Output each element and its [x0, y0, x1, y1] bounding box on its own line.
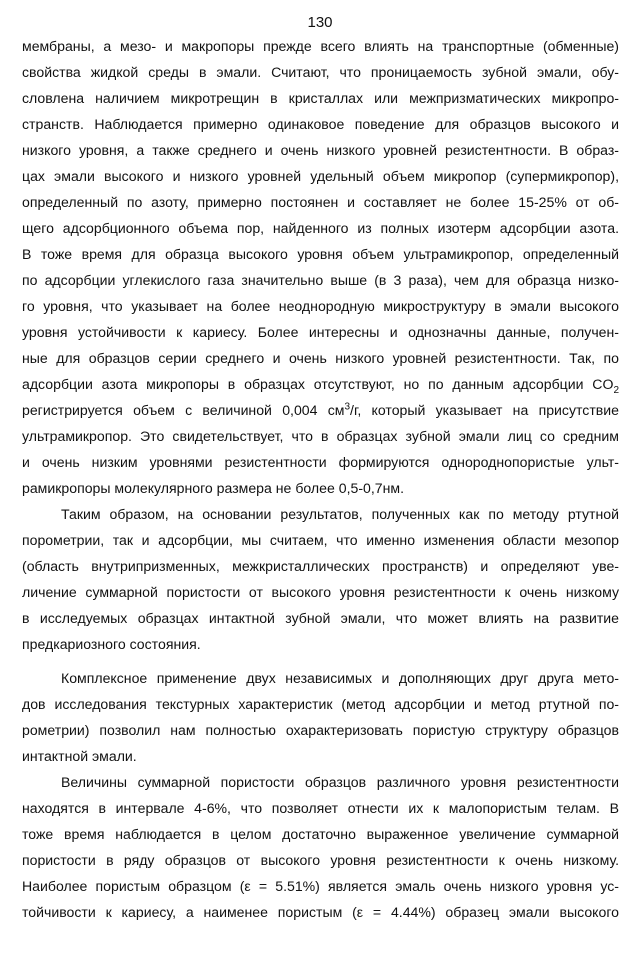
text-line: порометрии, так и адсорбции, мы считаем, что именно изменения области мезопор	[22, 532, 619, 548]
page-number: 130	[307, 14, 333, 31]
text-line: щего адсорбционного объема пор, найденного из полных изотерм адсорбции азота.	[22, 220, 619, 236]
text-line: мембраны, а мезо- и макропоры прежде всего влиять на транспортные (обменные)	[22, 38, 619, 54]
text-line: (область внутрипризменных, межкристаллических пространств) и определяют уве-	[22, 558, 619, 574]
text-line-volume	[22, 400, 619, 420]
text-line: рамикропоры молекулярного размера не более 0,5-0,7нм.	[22, 480, 404, 496]
subscript: 2	[613, 384, 619, 396]
text-line: Величины суммарной пористости образцов различного уровня резистентности	[61, 774, 619, 790]
text-line: дов исследования текстурных характеристик (метод адсорбции и метод ртутной по-	[22, 696, 619, 712]
text-line: личение суммарной пористости от высокого уровня резистентности к очень низкому	[22, 584, 619, 600]
text-line: свойства жидкой среды в эмали. Считают, что проницаемость зубной эмали, обу-	[22, 64, 619, 80]
text-line: тоже время наблюдается в целом достаточно выраженное увеличение суммарной	[22, 826, 619, 842]
text-segment: /г, который указывает на присутствие	[350, 402, 619, 418]
text-line: находятся в интервале 4-6%, что позволяет отнести их к малопористым телам. В	[22, 800, 619, 816]
text-line: интактной эмали.	[22, 748, 137, 764]
text-line: тойчивости к кариесу, а наименее пористым (ε = 4.44%) образец эмали высокого	[22, 904, 619, 920]
text-line-co2	[22, 374, 619, 394]
text-line: цах эмали высокого и низкого уровней удельный объем микропор (супермикропор),	[22, 168, 619, 184]
text-line: ультрамикропор. Это свидетельствует, что в образцах зубной эмали лиц со средним	[22, 428, 619, 444]
text-line: странств. Наблюдается примерно одинаковое поведение для образцов высокого и	[22, 116, 619, 132]
text-segment: регистрируется объем с величиной 0,004 см	[22, 402, 345, 418]
text-line: и очень низким уровнями резистентности формируются однороднопористые ульт-	[22, 454, 619, 470]
text-line: словлена наличием микротрещин в кристаллах или межпризматических микропро-	[22, 90, 619, 106]
text-line: рометрии) позволил нам полностью охарактеризовать пористую структуру образцов	[22, 722, 619, 738]
text-line: определенный по азоту, примерно постоянен и составляет не более 15-25% от об-	[22, 194, 619, 210]
text-line: ные для образцов серии среднего и очень низкого уровней резистентности. Так, по	[22, 350, 619, 366]
text-line: Таким образом, на основании результатов, полученных как по методу ртутной	[61, 506, 619, 522]
text-line: го уровня, что указывает на более неоднородную микроструктуру в эмали высокого	[22, 298, 619, 314]
text-line: в исследуемых образцах интактной зубной эмали, что может влиять на развитие	[22, 610, 619, 626]
text-line: предкариозного состояния.	[22, 636, 201, 652]
text-line: по адсорбции углекислого газа значительно выше (в 3 раза), чем для образца низко-	[22, 272, 619, 288]
text-line: В тоже время для образца высокого уровня объем ультрамикропор, определенный	[22, 246, 619, 262]
text-line: Наиболее пористым образцом (ε = 5.51%) является эмаль очень низкого уровня ус-	[22, 878, 619, 894]
text-line: уровня устойчивости к кариесу. Более интересны и однозначны данные, получен-	[22, 324, 619, 340]
text-line: низкого уровня, а также среднего и очень низкого уровней резистентности. В образ-	[22, 142, 619, 158]
text-segment: адсорбции азота микропоры в образцах отсутствуют, но по данным адсорбции CO	[22, 376, 614, 392]
text-line: Комплексное применение двух независимых и дополняющих друг друга мето-	[61, 670, 619, 686]
text-line: пористости в ряду образцов от высокого уровня резистентности к очень низкому.	[22, 852, 619, 868]
superscript: 3	[344, 401, 351, 413]
